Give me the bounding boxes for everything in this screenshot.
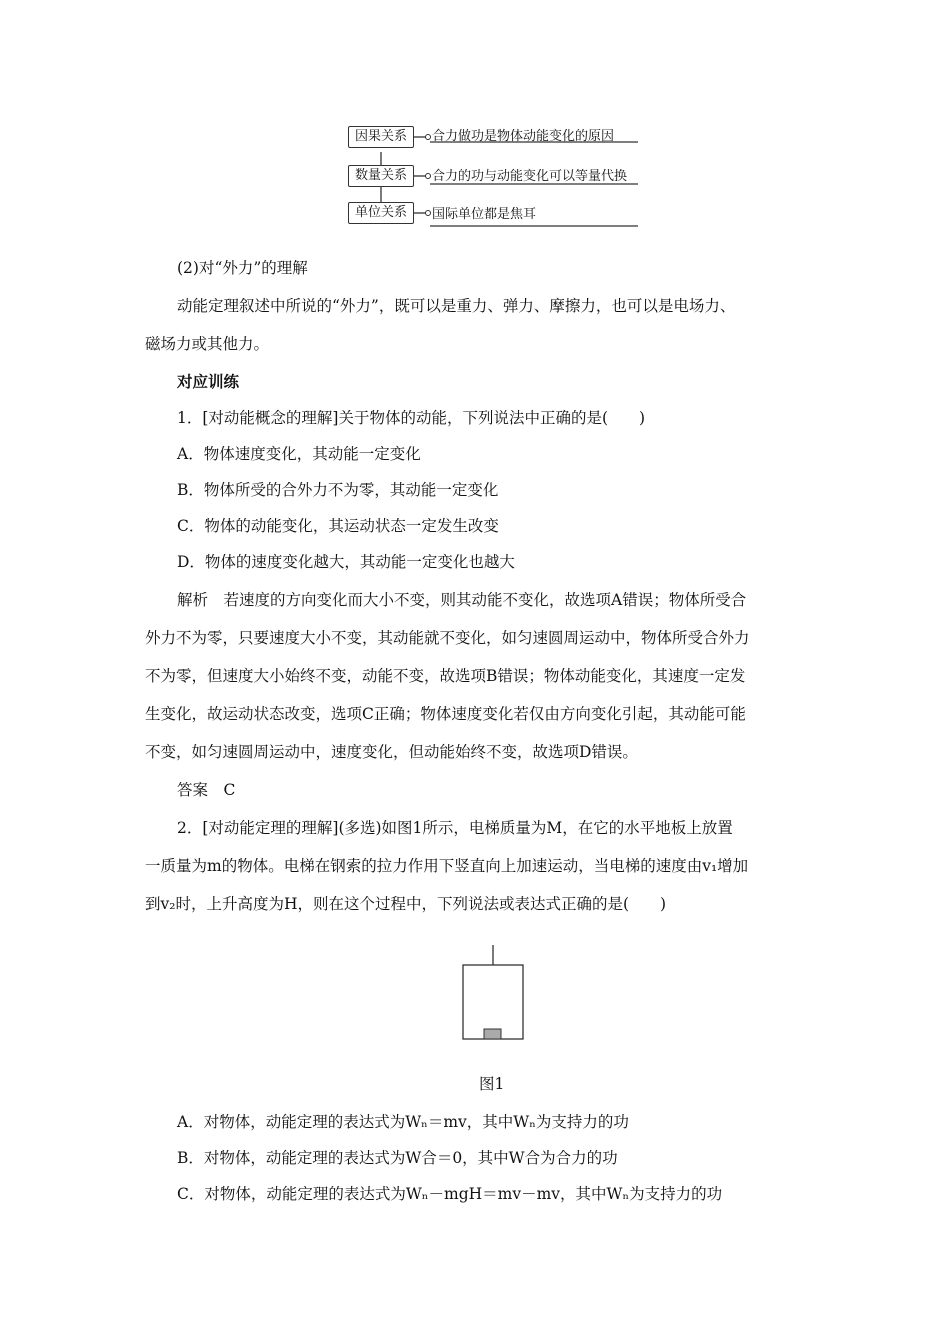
diagram-label-unit: 单位关系 xyxy=(348,202,414,224)
option-c: C．对物体，动能定理的表达式为Wₙ－mgH＝mv－mv，其中Wₙ为支持力的功 xyxy=(177,1185,723,1203)
elevator-figure xyxy=(462,945,524,1040)
option-b: B．物体所受的合外力不为零，其动能一定变化 xyxy=(177,481,499,499)
diagram-label-quantity: 数量关系 xyxy=(348,165,414,187)
question-2-stem: 到v₂时，上升高度为H，则在这个过程中，下列说法或表达式正确的是( ) xyxy=(145,895,667,913)
training-heading: 对应训练 xyxy=(177,372,240,391)
paragraph-line: 动能定理叙述中所说的“外力”，既可以是重力、弹力、摩擦力，也可以是电场力、 xyxy=(177,297,736,315)
option-b: B．对物体，动能定理的表达式为W合＝0，其中W合为合力的功 xyxy=(177,1149,618,1167)
analysis-line: 生变化，故运动状态改变，选项C正确；物体速度变化若仅由方向变化引起，其动能可能 xyxy=(145,705,746,723)
answer: 答案 C xyxy=(177,781,236,799)
figure-caption: 图1 xyxy=(479,1075,505,1093)
diagram-text-unit: 国际单位都是焦耳 xyxy=(432,207,537,222)
diagram-text-causal: 合力做功是物体动能变化的原因 xyxy=(432,129,615,144)
analysis-line: 不为零，但速度大小始终不变，动能不变，故选项B错误；物体动能变化，其速度一定发 xyxy=(145,667,746,685)
analysis-line: 解析 若速度的方向变化而大小不变，则其动能不变化，故选项A错误；物体所受合 xyxy=(177,591,747,609)
analysis-line: 外力不为零，只要速度大小不变，其动能就不变化，如匀速圆周运动中，物体所受合外力 xyxy=(145,629,750,647)
diagram-text-quantity: 合力的功与动能变化可以等量代换 xyxy=(432,169,628,184)
question-1-stem: 1．[对动能概念的理解]关于物体的动能，下列说法中正确的是( ) xyxy=(177,409,646,427)
diagram-label-causal: 因果关系 xyxy=(348,126,414,148)
option-d: D．物体的速度变化越大，其动能一定变化也越大 xyxy=(177,553,515,571)
option-a: A．物体速度变化，其动能一定变化 xyxy=(177,445,421,463)
paragraph-line: 磁场力或其他力。 xyxy=(145,335,270,353)
concept-diagram xyxy=(348,120,638,230)
option-c: C．物体的动能变化，其运动状态一定发生改变 xyxy=(177,517,499,535)
question-2-stem: 一质量为m的物体。电梯在钢索的拉力作用下竖直向上加速运动，当电梯的速度由v₁增加 xyxy=(145,857,749,875)
option-a: A．对物体，动能定理的表达式为Wₙ＝mv，其中Wₙ为支持力的功 xyxy=(177,1113,629,1131)
question-2-stem: 2．[对动能定理的理解](多选)如图1所示，电梯质量为M，在它的水平地板上放置 xyxy=(177,819,733,837)
analysis-line: 不变，如匀速圆周运动中，速度变化，但动能始终不变，故选项D错误。 xyxy=(145,743,638,761)
section-heading: (2)对“外力”的理解 xyxy=(177,259,308,277)
